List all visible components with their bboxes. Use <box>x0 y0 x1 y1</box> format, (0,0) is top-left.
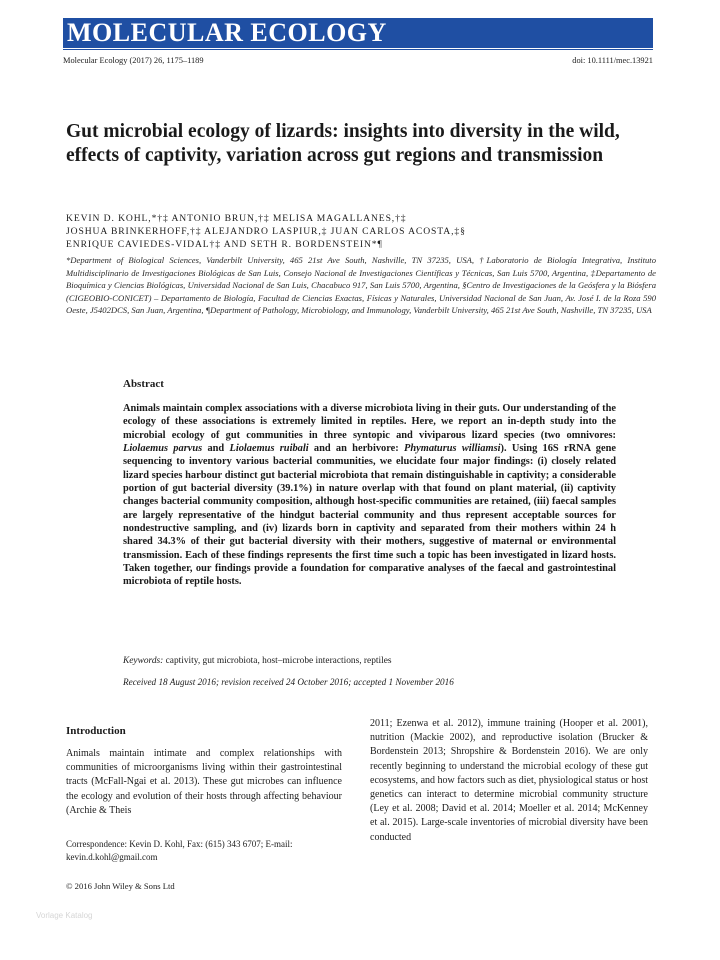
keywords <box>123 655 616 667</box>
affiliations: *Department of Biological Sciences, Vanderbilt University, 465 21st Ave South, Nashville, TN 37235, USA, †Laboratorio de Biología Integrativa, Instituto Multidisciplinario de Investigaciones Biológicas de San Luis, Consejo Nacional de Investigaciones Científicas y Técnicas, San Luis 5700, Argentina, ‡Departamento de Bioquímica y Ciencias Biológicas, Universidad Nacional de San Luis, Chacabuco 917, San Luis 5700, Argentina, §Centro de Investigaciones de la Geósfera y la Biósfera (CIGEOBIO-CONICET) – Departamento de Biología, Facultad de Ciencias Exactas, Físicas y Naturales, Universidad Nacional de San Juan, Av. José I. de la Roza 590 Oeste, J5402DCS, San Juan, Argentina, ¶Department of Pathology, Microbiology, and Immunology, Vanderbilt University, 465 21st Ave South, Nashville, TN 37235, USA <box>66 255 656 316</box>
abstract-text: and an herbivore: <box>308 443 405 455</box>
abstract-body <box>123 402 616 589</box>
author-line: JOSHUA BRINKERHOFF,†‡ ALEJANDRO LASPIUR,‡ JUAN CARLOS ACOSTA,‡§ <box>66 226 466 237</box>
species-name: Liolaemus parvus <box>123 443 203 455</box>
abstract-heading: Abstract <box>123 378 164 390</box>
journal-banner <box>63 18 653 48</box>
article-title: Gut microbial ecology of lizards: insights into diversity in the wild, effects of captivity, variation across gut regions and transmission <box>66 121 620 166</box>
journal-reference: Molecular Ecology (2017) 26, 1175–1189 <box>63 56 204 65</box>
author-line: KEVIN D. KOHL,*†‡ ANTONIO BRUN,†‡ MELISA MAGALLANES,†‡ <box>66 213 407 224</box>
author-line: ENRIQUE CAVIEDES-VIDAL†‡ AND SETH R. BORDENSTEIN*¶ <box>66 239 383 250</box>
doi-link[interactable]: doi: 10.1111/mec.13921 <box>572 56 653 65</box>
banner-rule <box>63 49 653 50</box>
abstract-text: ). Using 16S rRNA gene sequencing to inventory various bacterial communities, we elucidate four major findings: (i) closely related lizard species harbour distinct gut bacterial microbiota that remain distinguishable in captivity; a considerable portion of gut bacterial diversity (39.1%) in nature overlap with that found on plant material, (ii) captivity changes bacterial community composition, although host-specific communities are retained, (iii) faecal samples are largely representative of the hindgut bacterial community and thus represent acceptable sources for nondestructive sampling, and (iv) lizards born in captivity and separated from their mothers within 24 h shared 34.3% of their gut bacterial diversity with their mothers, suggestive of maternal or environmental transmission. Each of these findings represents the first time such a topic has been investigated in lizard hosts. Taken together, our findings provide a foundation for comparative analyses of the faecal and gastrointestinal microbiota of reptile hosts. <box>123 443 616 588</box>
journal-name: MOLECULAR ECOLOGY <box>67 18 387 47</box>
received-dates: Received 18 August 2016; revision received 24 October 2016; accepted 1 November 2016 <box>123 677 454 687</box>
species-name: Liolaemus ruibali <box>229 443 309 455</box>
abstract-text: Animals maintain complex associations with a diverse microbiota living in their guts. Our understanding of the ecology of these associations is extremely limited in reptiles. Here, we report an in-depth study into the microbial ecology of gut communities in three syntopic and viviparous lizard species (two omnivores: <box>123 403 616 441</box>
correspondence-note: Correspondence: Kevin D. Kohl, Fax: (615) 343 6707; E-mail: kevin.d.kohl@gmail.com <box>66 839 293 862</box>
copyright: © 2016 John Wiley & Sons Ltd <box>66 881 175 891</box>
introduction-heading: Introduction <box>66 725 126 737</box>
author-list <box>66 212 666 251</box>
species-name: Phymaturus williamsi <box>404 443 501 455</box>
introduction-body: Animals maintain intimate and complex relationships with communities of microorganisms living within their gastrointestinal tracts (McFall-Ngai et al. 2013). These gut microbes can influence the ecology and evolution of their hosts through affecting behaviour (Archie & Theis <box>66 748 342 816</box>
keywords-text: captivity, gut microbiota, host–microbe interactions, reptiles <box>163 656 392 666</box>
watermark: Vorlage Katalog <box>36 911 93 920</box>
right-column-text: 2011; Ezenwa et al. 2012), immune training (Hooper et al. 2001), nutrition (Mackie 2002), and reproductive isolation (Brucker & Bordenstein 2013; Shropshire & Bordenstein 2016). We are only recently beginning to understand the microbial ecology of these gut ecosystems, and how factors such as diet, physiological status or host genetics can interact to determine microbial community structure (Ley et al. 2008; David et al. 2014; Moeller et al. 2014; McKenney et al. 2015). Large-scale inventories of microbial diversity have been conducted <box>370 718 648 843</box>
abstract-text: and <box>202 443 230 455</box>
keywords-label: Keywords: <box>123 656 164 666</box>
